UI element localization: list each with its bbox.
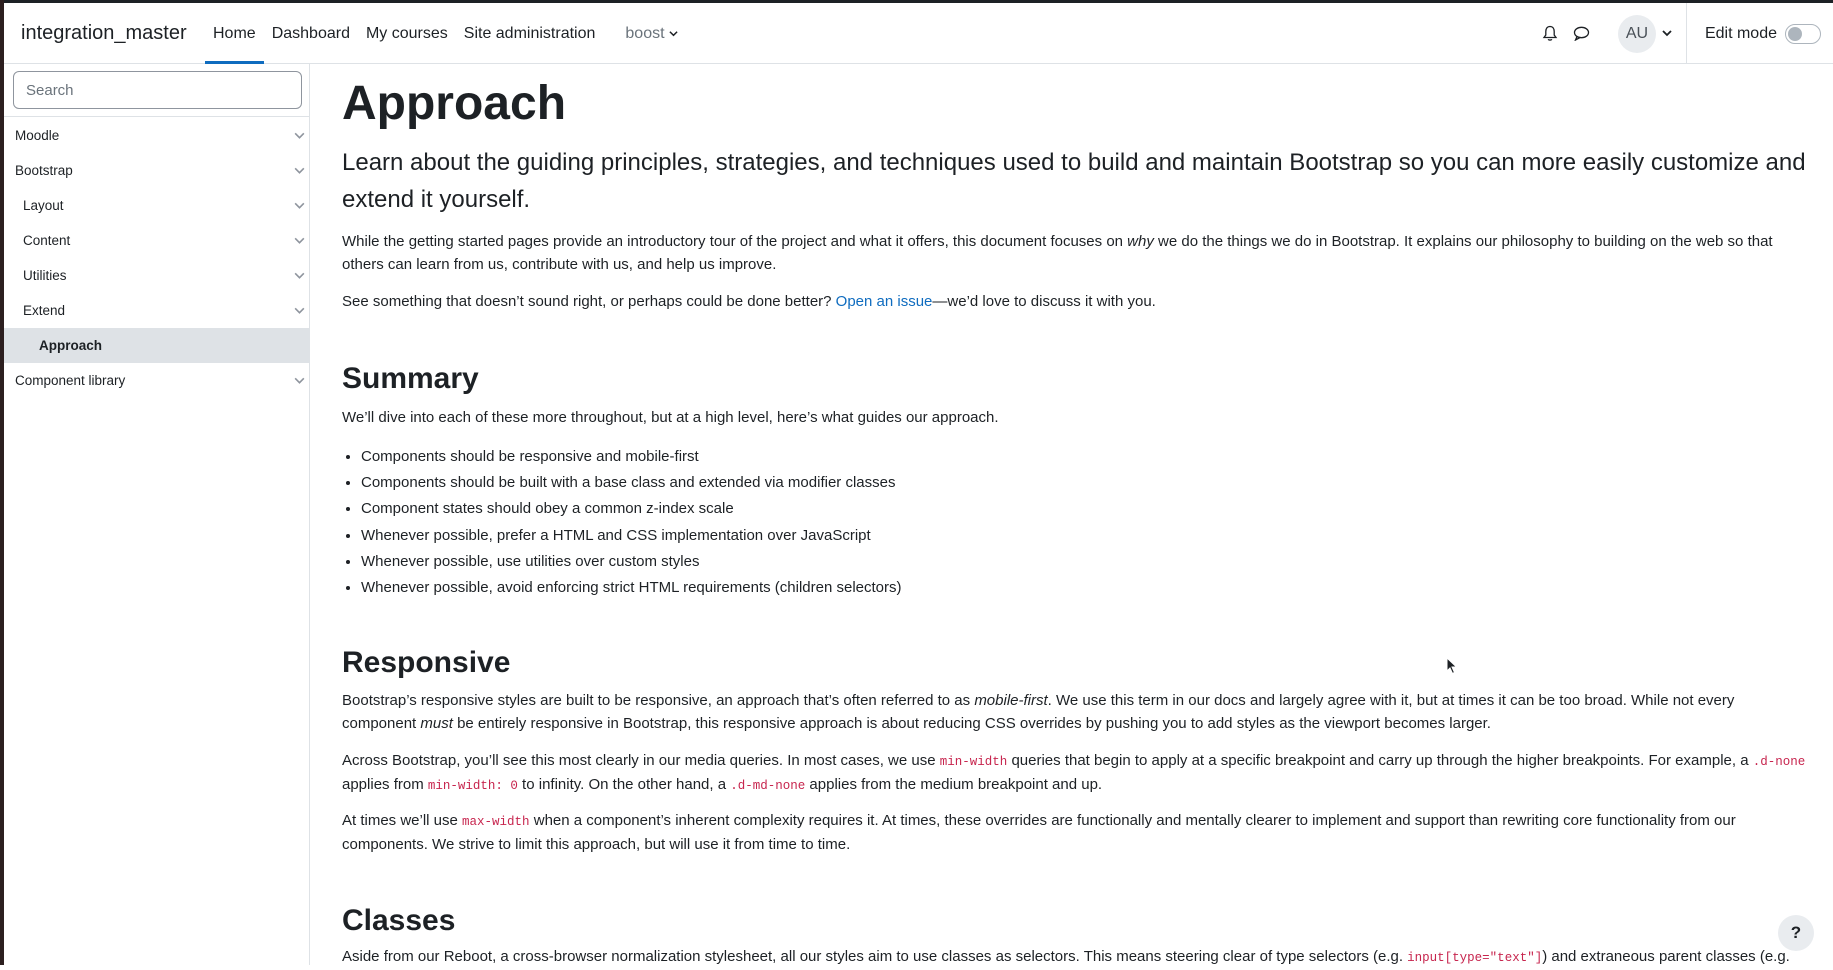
messages-chat-icon[interactable] [1566,18,1598,50]
open-issue-paragraph: See something that doesn’t sound right, or perhaps could be done better? Open an issue—we’d love to discuss it with you. [342,293,1156,310]
toggle-knob [1788,27,1802,41]
open-issue-link[interactable]: Open an issue [835,293,933,310]
responsive-paragraph-3: At times we’ll use max-width when a component’s inherent complexity requires it. At times, these overrides are functionally and mentally clearer to implement and support than rewriting core functionality from our components. We strive to limit this approach, but will use it from time to time. [342,812,1736,853]
navbar-user-area [1534,3,1833,64]
help-button[interactable]: ? [1778,915,1814,951]
chevron-down-icon[interactable] [293,199,306,215]
tree-item-content[interactable] [4,223,309,258]
site-brand[interactable]: integration_master [21,22,187,44]
list-item: • Whenever possible, prefer a HTML and CSS implementation over JavaScript [361,523,902,549]
chevron-down-icon[interactable] [293,164,306,180]
list-item: • Whenever possible, avoid enforcing strict HTML requirements (children selectors) [361,575,902,601]
tree-item-component-library[interactable] [4,363,309,398]
navigation-tree [4,118,309,398]
edit-mode-label: Edit mode [1704,24,1777,42]
chevron-down-icon[interactable] [293,234,306,250]
list-item: • Components should be built with a base class and extended via modifier classes [361,470,902,496]
tree-item-moodle[interactable] [4,118,309,153]
search-separator [4,116,309,117]
chevron-down-icon[interactable] [293,304,306,320]
nav-home[interactable]: Home [205,3,264,64]
page-title: Approach [342,77,567,130]
tree-item-approach[interactable] [4,328,309,363]
tree-item-bootstrap[interactable] [4,153,309,188]
responsive-paragraph-1: Bootstrap’s responsive styles are built to be responsive, an approach that’s often referred to as mobile-first. We use this term in our docs and largely agree with it, but at times it can be too broad. While not every component must be entirely responsive in Bootstrap, this responsive approach is about reducing CSS overrides by pushing you to add styles as the viewport becomes larger. [342,692,1735,732]
tree-item-label: Content [23,233,71,248]
summary-list [342,444,902,601]
intro-paragraph: While the getting started pages provide an introductory tour of the project and what it offers, this document focuses on why we do the things we do in Bootstrap. It explains our philosophy to building on the web so that others can learn from us, contribute with us, and help us improve. [342,233,1773,273]
nav-dashboard[interactable]: Dashboard [271,24,350,42]
chevron-down-icon[interactable] [293,269,306,285]
tree-item-utilities[interactable] [4,258,309,293]
chevron-down-icon[interactable] [293,374,306,390]
top-navbar [4,3,1833,64]
tree-item-label: Component library [15,373,126,388]
chevron-down-icon[interactable] [293,129,306,145]
search-input[interactable] [13,71,302,109]
list-item: • Components should be responsive and mobile-first [361,444,902,470]
nav-more-dropdown[interactable] [617,3,685,64]
classes-heading: Classes [342,904,456,937]
nav-more-label: boost [625,24,665,42]
tree-item-label: Extend [23,303,66,318]
responsive-paragraph-2: Across Bootstrap, you’ll see this most clearly in our media queries. In most cases, we use min-width queries that begin to apply at a specific breakpoint and carry up through the higher breakpoints. For example, a .d-none applies from min-width: 0 to infinity. On the other hand, a .d-md-none applies from the medium breakpoint and up. [342,752,1806,793]
user-menu-chevron-down-icon[interactable] [1662,25,1672,43]
mouse-cursor-icon [1446,657,1458,680]
edit-mode-toggle[interactable] [1785,24,1821,44]
tree-item-label: Utilities [23,268,67,283]
nav-my-courses[interactable]: My courses [365,24,448,42]
lead-paragraph: Learn about the guiding principles, strategies, and techniques used to build and maintain Bootstrap so you can more easily customize and extend it yourself. [342,149,1806,213]
classes-paragraph-1: Aside from our Reboot, a cross-browser normalization stylesheet, all our styles aim to use classes as selectors. This means steering clear of type selectors (e.g. input[type="text"]) and extraneous parent classes (e.g. [342,948,1790,965]
primary-navigation [205,3,686,64]
summary-intro: We’ll dive into each of these more throughout, but at a high level, here’s what guides our approach. [342,409,999,426]
tree-item-label: Moodle [15,128,60,143]
summary-heading: Summary [342,362,479,395]
navbar-divider [1686,3,1687,64]
list-item: • Whenever possible, use utilities over custom styles [361,549,902,575]
course-index-drawer [4,64,310,965]
notifications-bell-icon[interactable] [1534,18,1566,50]
tree-item-label: Approach [39,338,103,353]
chevron-down-icon [669,25,678,43]
list-item: • Component states should obey a common z-index scale [361,496,902,522]
responsive-heading: Responsive [342,646,511,679]
user-avatar[interactable]: AU [1618,15,1656,53]
tree-item-label: Layout [23,198,64,213]
nav-site-administration[interactable]: Site administration [463,24,596,42]
tree-item-label: Bootstrap [15,163,73,178]
tree-item-extend[interactable] [4,293,309,328]
tree-item-layout[interactable] [4,188,309,223]
